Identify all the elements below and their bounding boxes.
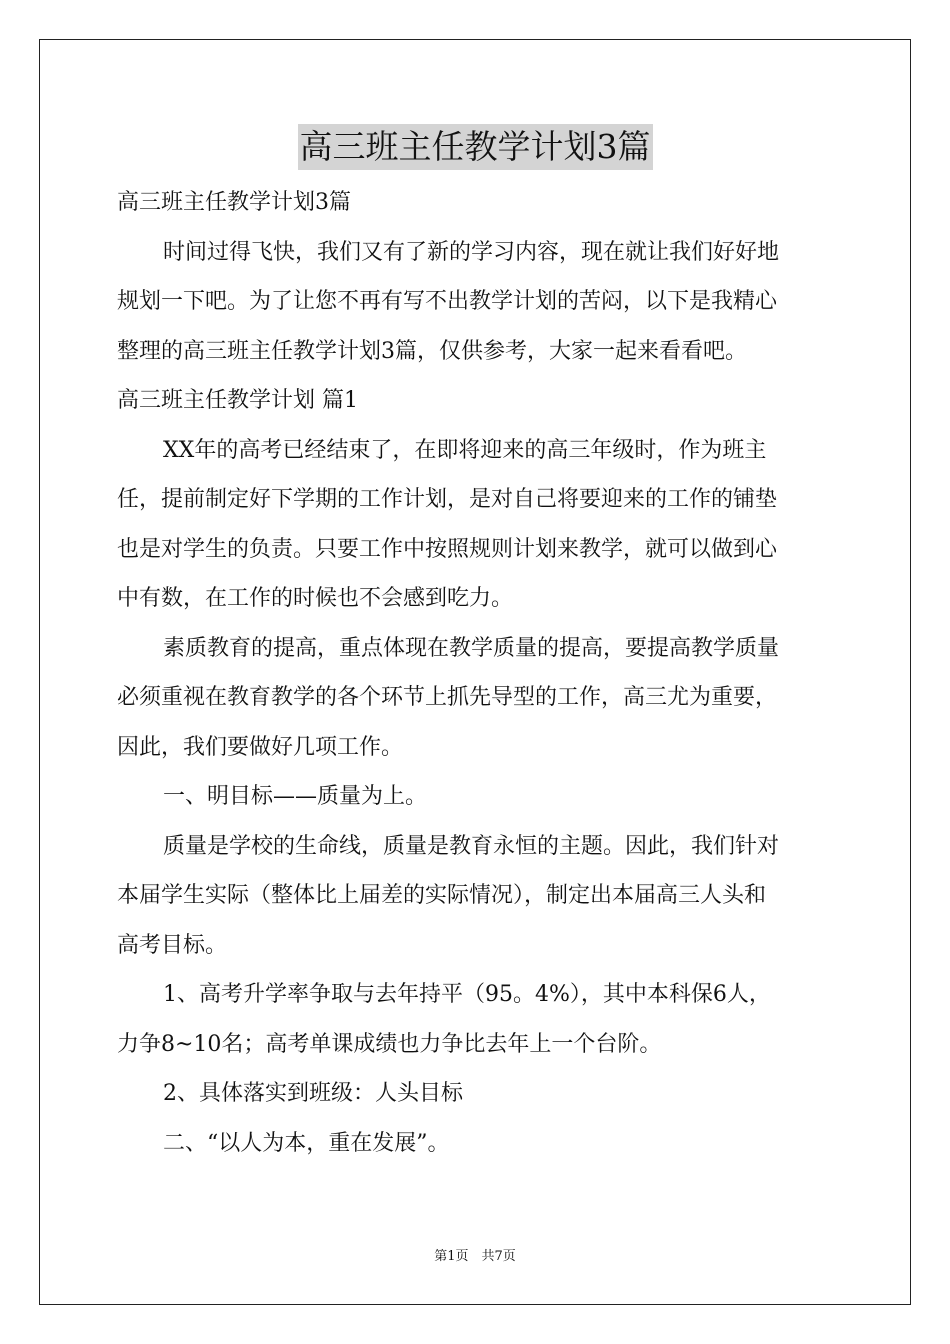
text-line: 素质教育的提高，重点体现在教学质量的提高，要提高教学质量 [163, 635, 780, 661]
text-line: 因此，我们要做好几项工作。 [117, 734, 404, 760]
text-line: 本届学生实际（整体比上届差的实际情况），制定出本届高三人头和 [117, 883, 767, 908]
text-line: 规划一下吧。为了让您不再有写不出教学计划的苦闷，以下是我精心 [117, 289, 778, 314]
text-line: 一、明目标——质量为上。 [163, 784, 428, 809]
text-line: 中有数，在工作的时候也不会感到吃力。 [117, 586, 514, 611]
text-line: 整理的高三班主任教学计划3篇，仅供参考，大家一起来看看吧。 [117, 338, 747, 364]
text-line: 高三班主任教学计划 篇1 [117, 388, 358, 413]
title-container [0, 124, 950, 170]
text-line: 1、高考升学率争取与去年持平（95。4%），其中本科保6人， [163, 982, 771, 1007]
page-footer: 第1页 共7页 [434, 1249, 516, 1264]
text-line: 高考目标。 [117, 932, 228, 958]
text-line: 二、“以人为本，重在发展”。 [163, 1130, 450, 1156]
document-body [117, 178, 835, 1168]
document-title: 高三班主任教学计划3篇 [298, 124, 653, 170]
text-line: 力争8~10名；高考单课成绩也力争比去年上一个台阶。 [117, 1031, 662, 1057]
text-line: 必须重视在教育教学的各个环节上抓先导型的工作，高三尤为重要， [117, 685, 778, 710]
text-line: 也是对学生的负责。只要工作中按照规则计划来教学，就可以做到心 [117, 536, 778, 562]
text-line: 2、具体落实到班级：人头目标 [163, 1081, 463, 1106]
text-line: 任，提前制定好下学期的工作计划，是对自己将要迎来的工作的铺垫 [117, 487, 778, 512]
text-line: 质量是学校的生命线，质量是教育永恒的主题。因此，我们针对 [163, 833, 780, 859]
text-line: 时间过得飞快，我们又有了新的学习内容，现在就让我们好好地 [163, 239, 780, 265]
text-line: XX年的高考已经结束了，在即将迎来的高三年级时，作为班主 [163, 437, 767, 463]
text-line: 高三班主任教学计划3篇 [117, 190, 351, 215]
